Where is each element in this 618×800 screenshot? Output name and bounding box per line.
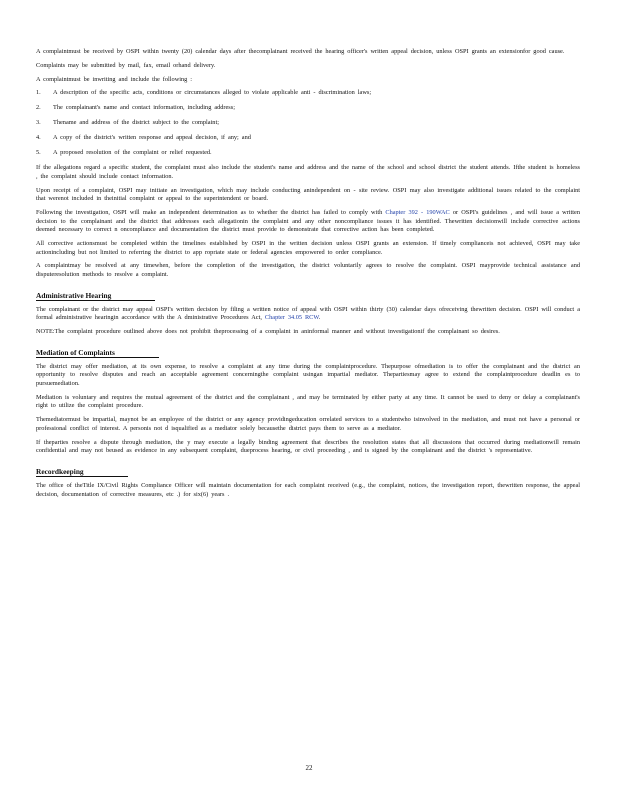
administrative-hearing-heading: Administrative Hearing <box>36 291 155 301</box>
determination-paragraph <box>36 209 580 235</box>
page-number: 22 <box>305 764 313 772</box>
list-item <box>36 119 580 128</box>
mediation-voluntary-paragraph: Mediation is voluntary and requires the mutual agreement of the district and the complainant , and may be terminated by either party at any time. It cannot be used to deny or delay a complainant's right to utilize the complaint procedure. <box>36 393 580 410</box>
appeal-text-pre: The complainant or the district may appeal OSPI's written decision by filing a written notice of appeal with OSPI within thirty (30) calendar days ofreceiving thewritten decision. OSPI will conduct a formal administrative hearingin accordance with the A dministrative Procedures Act, <box>36 305 580 322</box>
investigation-paragraph: Upon receipt of a complaint, OSPI may initiate an investigation, which may include conducting anindependent on - site review. OSPI may also investigate additional issues related to the complaint that werenot included in theinitial complaint or appeal to the superintendent or board. <box>36 186 580 203</box>
filing-deadline-paragraph: A complaintmust be received by OSPI within twenty (20) calendar days after thecomplainant received the hearing officer's written appeal decision, unless OSPI grants an extensionfor good cause. <box>36 48 565 55</box>
list-item <box>36 149 580 158</box>
determination-text-post: or OSPI's guidelines , and will issue a written decision to the complainant and the district that addresses each allegationin the complaint and any other noncompliance issues it has identified. Thewritten decisionwill include corrective actions deemed necessary to correct n oncompliance and documentation the district must provide to demonstrate that corrective action has been completed. <box>36 209 580 234</box>
list-item-text: The complainant's name and contact information, including address; <box>53 104 235 112</box>
complaint-contents-intro: A complaintmust be inwriting and include the following : <box>36 75 193 83</box>
mediation-agreement-paragraph: If theparties resolve a dispute through mediation, the y may execute a legally binding agreement that describes the resolution states that all discussions that occurred during mediationwill remain confidential and may not beused as evidence in any subsequent complaint, dueprocess hearing, or civil proceeding , and is signed by the complainant and the district 's representative. <box>36 438 580 455</box>
appeal-text-post: . <box>318 314 321 322</box>
list-item-number: 1. <box>36 89 41 97</box>
voluntary-resolution-paragraph: A complaintmay be resolved at any timewhen, before the completion of the investigation, the district voluntarily agrees to resolve the complaint. OSPI mayprovide technical assistance and disputeresolution methods to resolve a complaint. <box>36 262 580 278</box>
informal-processing-note: NOTE:The complaint procedure outlined above does not prohibit theprocessing of a complaint in aninformal manner and without investigationif the complainant so desires. <box>36 328 500 336</box>
list-item <box>36 134 580 143</box>
appeal-paragraph <box>36 306 580 323</box>
corrective-actions-paragraph: All corrective actionsmust be completed within the timelines established by OSPI in the written decision unless OSPI grants an extension. If timely complianceis not achieved, OSPI may take actionincluding but not limited to referring the district to app ropriate state or federal agencies empowered to order compliance. <box>36 239 580 256</box>
mediation-heading: Mediation of Complaints <box>36 348 159 358</box>
list-item <box>36 104 580 113</box>
determination-text-pre: Following the investigation, OSPI will make an independent determination as to whether the district has failed to comply with <box>36 209 383 217</box>
list-item <box>36 89 580 98</box>
list-item-number: 5. <box>36 149 41 157</box>
rcw-chapter-link[interactable]: Chapter 34.05 RCW <box>264 314 319 322</box>
list-item-text: A proposed resolution of the complaint or relief requested. <box>53 149 212 157</box>
list-item-text: A description of the specific acts, conditions or circumstances alleged to violate applicable anti - discrimination laws; <box>53 89 372 97</box>
submission-methods-paragraph: Complaints may be submitted by mail, fax, email orhand delivery. <box>36 61 216 69</box>
list-item-text: A copy of the district's written response and appeal decision, if any; and <box>53 134 251 142</box>
list-item-text: Thename and address of the district subject to the complaint; <box>53 119 219 127</box>
recordkeeping-heading: Recordkeeping <box>36 467 128 477</box>
student-info-paragraph: If the allegations regard a specific student, the complaint must also include the student's name and address and the name of the school and school district the student attends. Ifthe student is homeless , the complaint should include contact information. <box>36 164 580 180</box>
mediation-offer-paragraph: The district may offer mediation, at its own expense, to resolve a complaint at any time during the complaintprocedure. Thepurpose ofmediation is to offer the complainant and the district an opportunity to resolve disputes and reach an acceptable agreement concerningthe complaint usingan impartial mediator. Thepartiesmay agree to extend the complaintprocedure deadlin es to pursuemediation. <box>36 362 580 388</box>
list-item-number: 3. <box>36 119 41 127</box>
list-item-number: 2. <box>36 104 41 112</box>
wac-chapter-link[interactable]: Chapter 392 - 190WAC <box>385 209 450 217</box>
list-item-number: 4. <box>36 134 41 142</box>
complaint-requirements-list <box>36 89 580 158</box>
mediator-impartial-paragraph: Themediatormust be impartial, maynot be an employee of the district or any agency providingeducation orrelated services to a studentwho isinvolved in the mediation, and must not have a personal or professional conflict of interest. A personis not d isqualified as a mediator solely becausethe district pays them to serve as a mediator. <box>36 416 580 432</box>
recordkeeping-paragraph: The office of theTitle IX/Civil Rights Compliance Officer will maintain documentation for each complaint received (e.g., the complaint, notices, the investigation report, thewritten response, the appeal decision, documentation of corrective measures, etc .) for six(6) years . <box>36 481 580 498</box>
